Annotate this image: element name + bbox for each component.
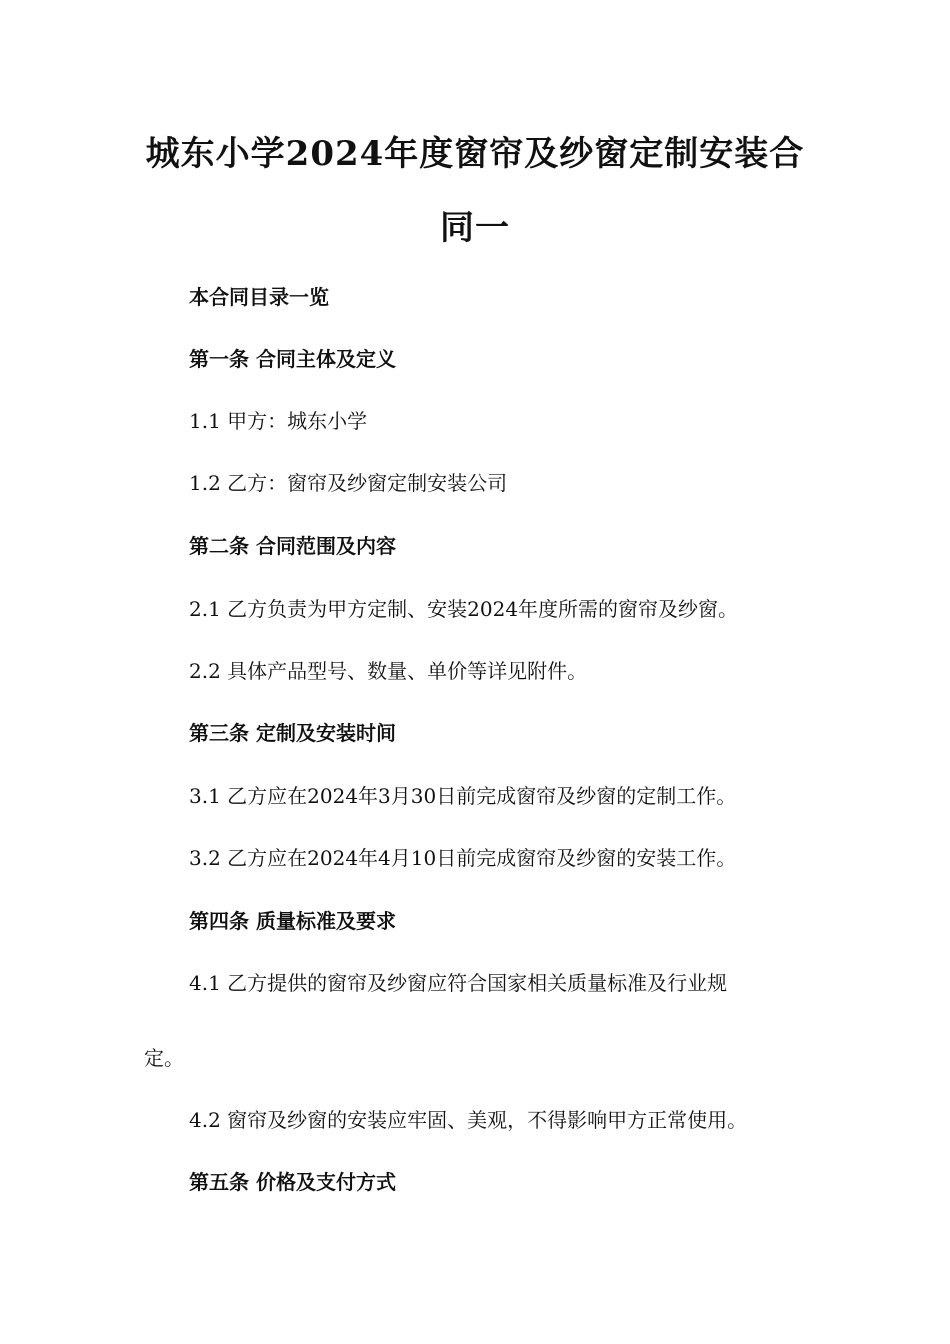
clause-2-2: 2.2 具体产品型号、数量、单价等详见附件。 xyxy=(189,659,588,683)
section-heading-2: 第二条 合同范围及内容 xyxy=(189,534,396,558)
clause-1-1: 1.1 甲方：城东小学 xyxy=(189,409,368,433)
section-heading-4: 第四条 质量标准及要求 xyxy=(189,909,396,933)
clause-3-2: 3.2 乙方应在2024年4月10日前完成窗帘及纱窗的安装工作。 xyxy=(189,846,737,870)
section-heading-3: 第三条 定制及安装时间 xyxy=(189,721,396,745)
section-heading-1: 第一条 合同主体及定义 xyxy=(189,347,396,371)
clause-4-2: 4.2 窗帘及纱窗的安装应牢固、美观，不得影响甲方正常使用。 xyxy=(189,1108,748,1132)
clause-1-2: 1.2 乙方：窗帘及纱窗定制安装公司 xyxy=(189,471,508,495)
document-title-line-1: 城东小学2024年度窗帘及纱窗定制安装合 xyxy=(145,134,805,174)
document-title-line-2: 同一 xyxy=(440,208,510,248)
clause-3-1: 3.1 乙方应在2024年3月30日前完成窗帘及纱窗的定制工作。 xyxy=(189,784,737,808)
clause-4-1-continued: 定。 xyxy=(144,1046,184,1070)
toc-label: 本合同目录一览 xyxy=(189,285,329,309)
section-heading-5: 第五条 价格及支付方式 xyxy=(189,1170,396,1194)
clause-2-1: 2.1 乙方负责为甲方定制、安装2024年度所需的窗帘及纱窗。 xyxy=(189,597,739,621)
clause-4-1: 4.1 乙方提供的窗帘及纱窗应符合国家相关质量标准及行业规 xyxy=(189,971,728,995)
